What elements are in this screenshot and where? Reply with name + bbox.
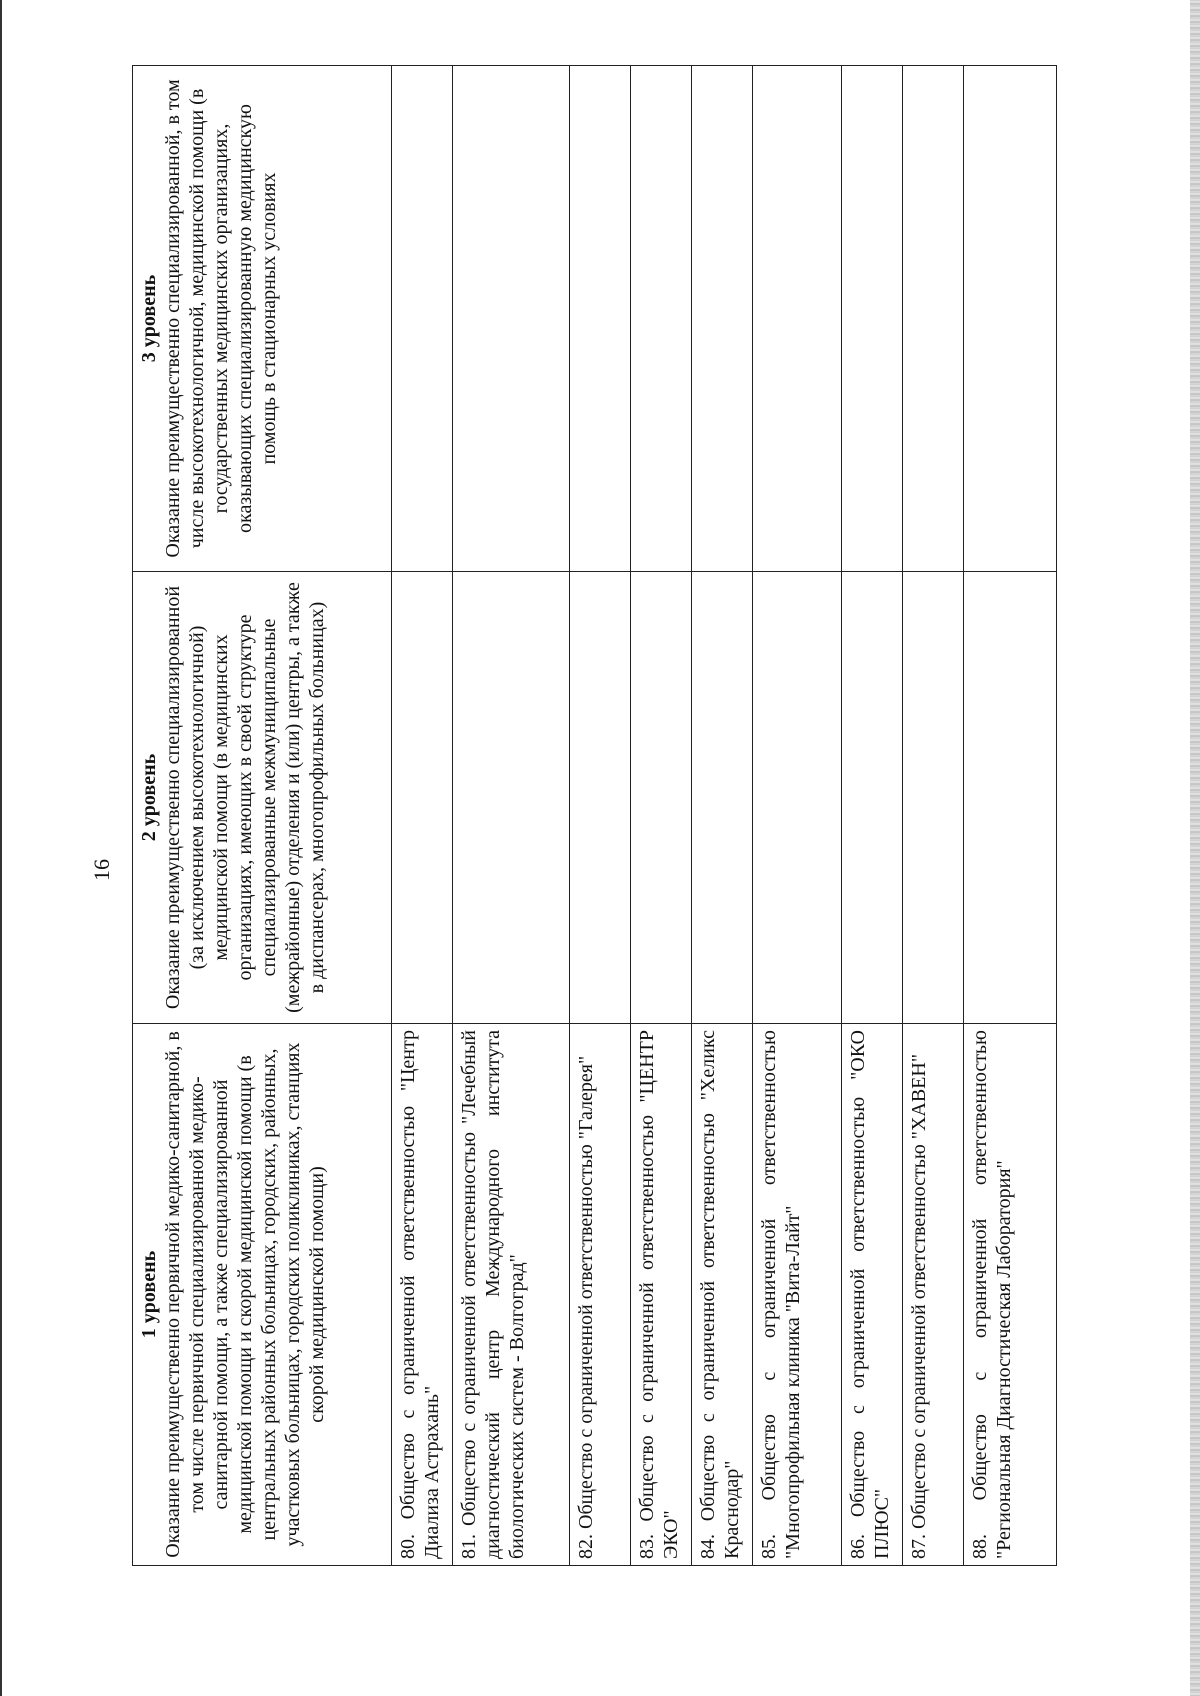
org-cell: 84. Общество с ограниченной ответственностью "Хеликс Краснодар" — [692, 1024, 753, 1566]
table-header-row — [133, 66, 392, 1566]
table-row — [392, 66, 453, 1566]
level-2-cell — [964, 572, 1057, 1024]
level-2-cell — [842, 572, 903, 1024]
org-cell: 83. Общество с ограниченной ответственностью "ЦЕНТР ЭКО" — [631, 1024, 692, 1566]
org-cell: 82. Общество с ограниченной ответственностью "Галерея" — [570, 1024, 631, 1566]
level-3-cell — [903, 66, 964, 572]
org-cell: 80. Общество с ограниченной ответственностью "Центр Диализа Астрахань" — [392, 1024, 453, 1566]
header-level-2 — [133, 572, 392, 1024]
table-row — [753, 66, 842, 1566]
level-3-cell — [842, 66, 903, 572]
rotated-table-container — [132, 66, 1032, 1566]
table-row — [453, 66, 570, 1566]
level-2-cell — [570, 572, 631, 1024]
header-level-2-description: Оказание преимущественно специализированной (за исключением высокотехнологичной) медицинской помощи (в медицинских организациях, имеющих в своей структуре специализированные межмуниципальные (межрайонные) отделения и (или) центры, а также в диспансерах, многопрофильных больницах) — [162, 582, 328, 1013]
org-cell: 88. Общество с ограниченной ответственностью "Региональная Диагностическая Лаборатория" — [964, 1024, 1057, 1566]
level-2-cell — [453, 572, 570, 1024]
header-level-3-title: 3 уровень — [138, 274, 160, 363]
table-row — [570, 66, 631, 1566]
level-2-cell — [903, 572, 964, 1024]
level-3-cell — [692, 66, 753, 572]
table-row — [903, 66, 964, 1566]
scan-edge-left — [0, 0, 2, 1696]
level-2-cell — [692, 572, 753, 1024]
table-row — [692, 66, 753, 1566]
level-3-cell — [570, 66, 631, 572]
org-cell: 85. Общество с ограниченной ответственностью "Многопрофильная клиника "Вита-Лайт" — [753, 1024, 842, 1566]
header-level-1 — [133, 1024, 392, 1566]
org-cell: 81. Общество с ограниченной ответственностью "Лечебный диагностический центр Международного института биологических систем - Волгоград" — [453, 1024, 570, 1566]
level-2-cell — [631, 572, 692, 1024]
scan-edge-right — [1190, 0, 1200, 1696]
medical-organizations-table — [132, 65, 1057, 1566]
level-2-cell — [753, 572, 842, 1024]
page-number — [90, 840, 114, 900]
org-cell: 87. Общество с ограниченной ответственностью "ХАВЕН" — [903, 1024, 964, 1566]
table-row — [842, 66, 903, 1566]
header-level-2-title: 2 уровень — [138, 753, 160, 842]
level-2-cell — [392, 572, 453, 1024]
table-row — [631, 66, 692, 1566]
header-level-1-description: Оказание преимущественно первичной медико-санитарной, в том числе первичной специализированной медико-санитарной помощи, а также специализированной медицинской помощи и скорой медицинской помощи (в центральных районных больницах, городских, районных, участковых больницах, городских поликлиниках, станциях скорой медицинской помощи) — [162, 1031, 328, 1558]
org-cell: 86. Общество с ограниченной ответственностью "ОКО ПЛЮС" — [842, 1024, 903, 1566]
level-3-cell — [753, 66, 842, 572]
level-3-cell — [964, 66, 1057, 572]
page-number-text: 16 — [89, 859, 114, 881]
table-row — [964, 66, 1057, 1566]
level-3-cell — [392, 66, 453, 572]
header-level-1-title: 1 уровень — [138, 1250, 160, 1339]
level-3-cell — [453, 66, 570, 572]
level-3-cell — [631, 66, 692, 572]
header-level-3-description: Оказание преимущественно специализированной, в том числе высокотехнологичной, медицинской помощи (в государственных медицинских организациях, оказывающих специализированную медицинскую помощь в стационарных условиях — [162, 79, 280, 558]
header-level-3 — [133, 66, 392, 572]
